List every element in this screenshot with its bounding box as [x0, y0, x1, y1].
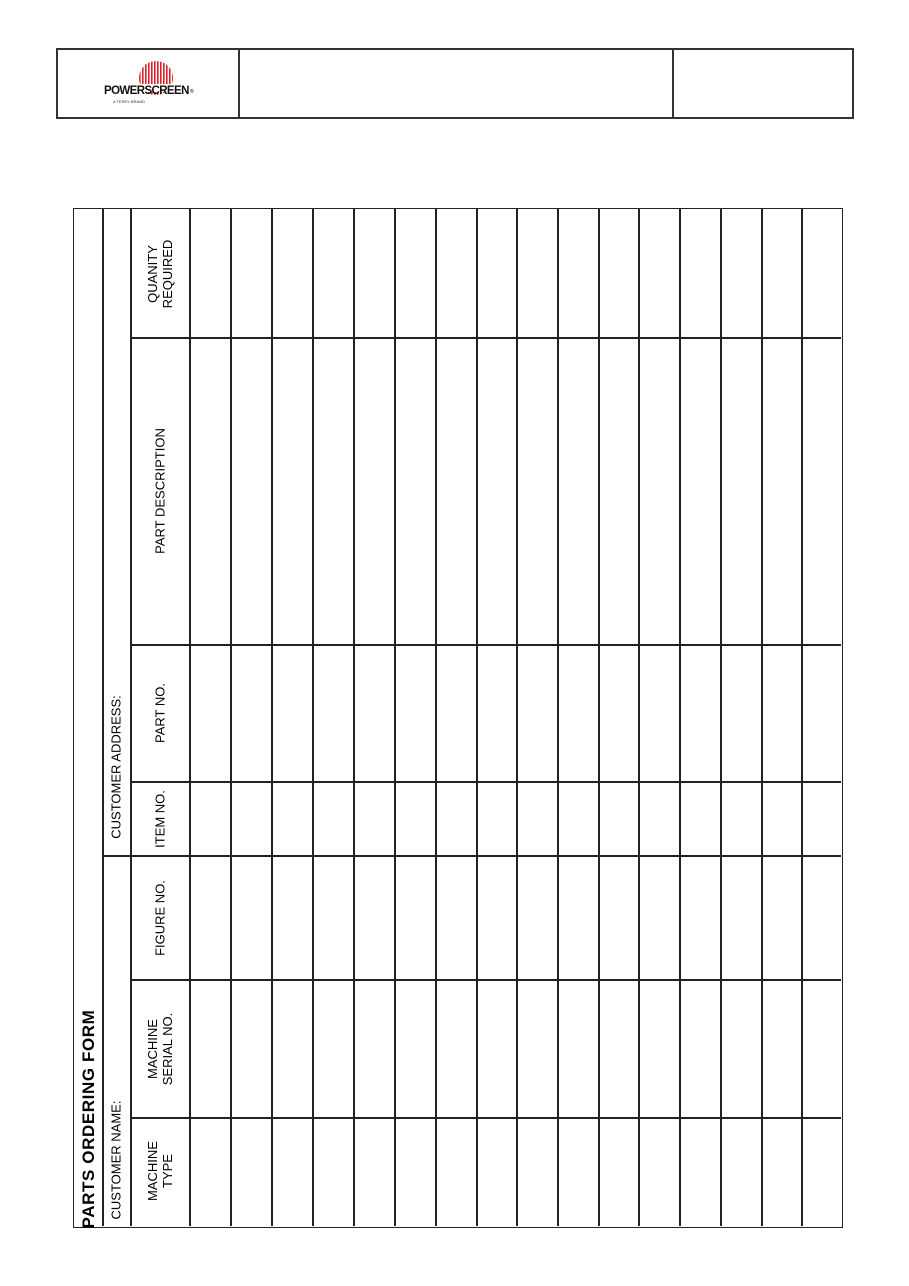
- row-rule: [271, 209, 273, 1226]
- col-quantity-required-line1: QUANITY: [145, 245, 160, 303]
- col-machine-serial-line2: SERIAL NO.: [160, 1012, 175, 1086]
- row-rule: [557, 209, 559, 1226]
- row-rule: [435, 209, 437, 1226]
- col-machine-type-line2: TYPE: [160, 1154, 175, 1188]
- header-box: [56, 48, 854, 119]
- col-machine-serial-line1: MACHINE: [145, 1019, 160, 1079]
- row-rule: [598, 209, 600, 1226]
- row-rule: [230, 209, 232, 1226]
- column-rule: [130, 855, 841, 857]
- header-divider: [238, 50, 240, 117]
- col-machine-type-line1: MACHINE: [145, 1141, 160, 1201]
- logo-brand: POWERSCREEN: [104, 85, 189, 97]
- row-rule: [679, 209, 681, 1226]
- parts-ordering-form: [73, 208, 843, 1228]
- row-rule: [312, 209, 314, 1226]
- customer-split-rule: [102, 855, 131, 857]
- logo-registered-mark: ®: [190, 89, 194, 95]
- row-rule: [353, 209, 355, 1226]
- col-quantity-required-line2: REQUIRED: [160, 239, 175, 309]
- column-rule: [130, 979, 841, 981]
- powerscreen-logo: [104, 58, 204, 112]
- customer-address-label: CUSTOMER ADDRESS:: [108, 695, 124, 839]
- col-figure-no: FIGURE NO.: [152, 880, 168, 956]
- logo-tagline: A TEREX BRAND: [113, 99, 145, 104]
- col-quantity-required: [145, 240, 175, 309]
- column-rule: [130, 781, 841, 783]
- col-machine-type: [145, 1141, 175, 1201]
- customer-strip-rule: [130, 209, 132, 1226]
- column-rule: [130, 644, 841, 646]
- row-rule: [638, 209, 640, 1226]
- col-part-no: PART NO.: [152, 683, 168, 743]
- row-rule: [476, 209, 478, 1226]
- col-part-description: PART DESCRIPTION: [152, 428, 168, 554]
- title-strip-rule: [102, 209, 104, 1226]
- column-rule: [130, 337, 841, 339]
- form-title: PARTS ORDERING FORM: [79, 1009, 98, 1229]
- row-rule: [801, 209, 803, 1226]
- column-rule: [130, 1117, 841, 1119]
- header-divider: [672, 50, 674, 117]
- row-rule: [394, 209, 396, 1226]
- row-rule: [189, 209, 191, 1226]
- row-rule: [516, 209, 518, 1226]
- customer-name-label: CUSTOMER NAME:: [108, 1100, 124, 1220]
- row-rule: [761, 209, 763, 1226]
- col-item-no: ITEM NO.: [152, 790, 168, 848]
- col-machine-serial: [145, 1013, 175, 1085]
- row-rule: [720, 209, 722, 1226]
